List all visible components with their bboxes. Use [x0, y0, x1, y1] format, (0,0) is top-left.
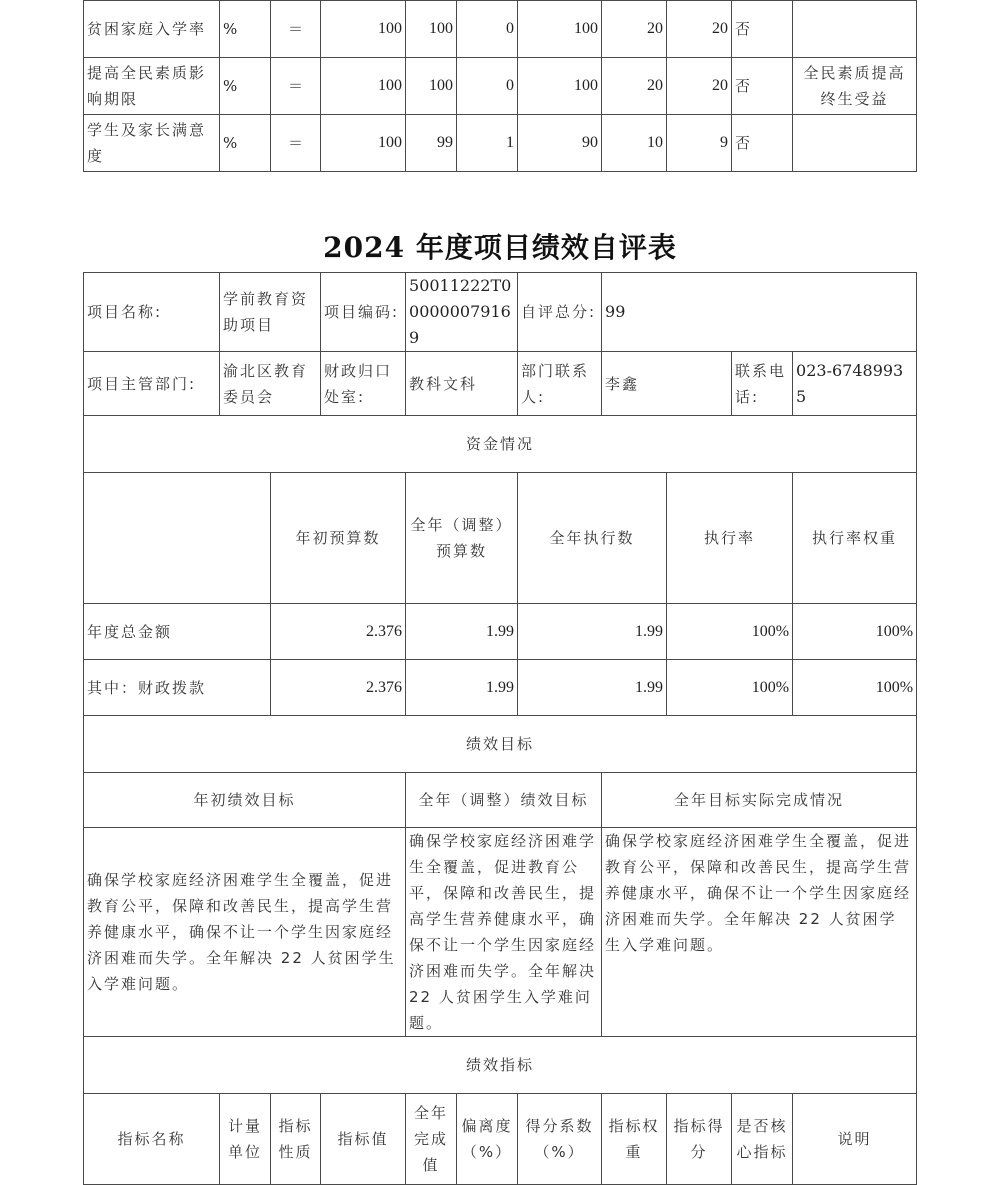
funds-row-weight: 100% [793, 660, 917, 716]
funds-row-rate: 100% [667, 604, 793, 660]
deviation: 0 [457, 1, 518, 58]
ind-header-actual: 全年完成值 [406, 1094, 457, 1185]
funds-section-row [84, 416, 917, 473]
funds-row-initial: 2.376 [271, 604, 406, 660]
goals-section-row [84, 716, 917, 773]
indicator-row [84, 58, 917, 115]
indicators-section-row [84, 1037, 917, 1094]
funds-header-rate: 执行率 [667, 473, 793, 604]
indicator-name: 学生及家长满意度 [84, 115, 220, 172]
ind-header-name: 指标名称 [84, 1094, 220, 1185]
funds-header-weight: 执行率权重 [793, 473, 917, 604]
indicator-row [84, 1, 917, 58]
is-core: 否 [732, 58, 793, 115]
indicators-header-row [84, 1094, 917, 1185]
actual-value: 99 [406, 115, 457, 172]
weight: 10 [602, 115, 667, 172]
funds-header-row [84, 473, 917, 604]
indicator-row [84, 115, 917, 172]
ind-header-core: 是否核心指标 [732, 1094, 793, 1185]
funds-section-title: 资金情况 [84, 416, 917, 473]
goals-header-initial: 年初绩效目标 [84, 773, 406, 828]
score: 9 [667, 115, 732, 172]
score-coefficient: 100 [518, 1, 602, 58]
nature: ＝ [271, 1, 321, 58]
total-score-value: 99 [602, 273, 917, 352]
department-info-row [84, 352, 917, 416]
funds-row-adjusted: 1.99 [406, 604, 518, 660]
nature: ＝ [271, 115, 321, 172]
goals-header-adjusted: 全年（调整）绩效目标 [406, 773, 602, 828]
funds-row-initial: 2.376 [271, 660, 406, 716]
contact-label: 部门联系人: [518, 352, 602, 416]
ind-header-value: 指标值 [321, 1094, 406, 1185]
goal-actual-text: 确保学校家庭经济困难学生全覆盖，促进教育公平，保障和改善民生，提高学生营养健康水平，确保不让一个学生因家庭经济困难而失学。全年解决 22 人贫困学生入学难问题。 [602, 828, 917, 1037]
indicators-section-title: 绩效指标 [84, 1037, 917, 1094]
funds-row-rate: 100% [667, 660, 793, 716]
unit: % [220, 1, 271, 58]
goals-section-title: 绩效目标 [84, 716, 917, 773]
score-coefficient: 90 [518, 115, 602, 172]
score: 20 [667, 58, 732, 115]
phone-value: 023-67489935 [793, 352, 917, 416]
funds-header-initial: 年初预算数 [271, 473, 406, 604]
ind-header-note: 说明 [793, 1094, 917, 1185]
target-value: 100 [321, 1, 406, 58]
unit: % [220, 115, 271, 172]
goal-adjusted-text: 确保学校家庭经济困难学生全覆盖，促进教育公平，保障和改善民生，提高学生营养健康水平，确保不让一个学生因家庭经济困难而失学。全年解决 22 人贫困学生入学难问题。 [406, 828, 602, 1037]
finance-office-label: 财政归口处室: [321, 352, 406, 416]
actual-value: 100 [406, 58, 457, 115]
project-info-row [84, 273, 917, 352]
project-code-value: 50011222T000000079169 [406, 273, 518, 352]
dept-label: 项目主管部门: [84, 352, 220, 416]
indicator-name: 提高全民素质影响期限 [84, 58, 220, 115]
nature: ＝ [271, 58, 321, 115]
goals-header-row [84, 773, 917, 828]
project-name-value: 学前教育资助项目 [220, 273, 321, 352]
indicator-name: 贫困家庭入学率 [84, 1, 220, 58]
funds-row-adjusted: 1.99 [406, 660, 518, 716]
funds-row-weight: 100% [793, 604, 917, 660]
ind-header-deviation: 偏离度（%） [457, 1094, 518, 1185]
weight: 20 [602, 58, 667, 115]
goal-initial-text: 确保学校家庭经济困难学生全覆盖，促进教育公平，保障和改善民生，提高学生营养健康水平，确保不让一个学生因家庭经济困难而失学。全年解决 22 人贫困学生入学难问题。 [84, 828, 406, 1037]
page-title: 2024 年度项目绩效自评表 [323, 231, 677, 264]
funds-row [84, 660, 917, 716]
funds-header-blank [84, 473, 271, 604]
funds-header-adjusted: 全年（调整）预算数 [406, 473, 518, 604]
is-core: 否 [732, 115, 793, 172]
deviation: 0 [457, 58, 518, 115]
dept-value: 渝北区教育委员会 [220, 352, 321, 416]
ind-header-weight: 指标权重 [602, 1094, 667, 1185]
funds-row-label: 其中：财政拨款 [84, 660, 271, 716]
project-name-label: 项目名称: [84, 273, 220, 352]
target-value: 100 [321, 58, 406, 115]
self-evaluation-table [83, 272, 917, 1185]
goals-content-row [84, 828, 917, 1037]
unit: % [220, 58, 271, 115]
ind-header-unit: 计量单位 [220, 1094, 271, 1185]
funds-row [84, 604, 917, 660]
total-score-label: 自评总分: [518, 273, 602, 352]
project-code-label: 项目编码: [321, 273, 406, 352]
funds-row-executed: 1.99 [518, 660, 667, 716]
phone-label: 联系电话: [732, 352, 793, 416]
finance-office-value: 教科文科 [406, 352, 518, 416]
score: 20 [667, 1, 732, 58]
goals-header-actual: 全年目标实际完成情况 [602, 773, 917, 828]
funds-row-label: 年度总金额 [84, 604, 271, 660]
ind-header-nature: 指标性质 [271, 1094, 321, 1185]
funds-header-executed: 全年执行数 [518, 473, 667, 604]
note [793, 1, 917, 58]
note [793, 115, 917, 172]
deviation: 1 [457, 115, 518, 172]
contact-value: 李鑫 [602, 352, 732, 416]
funds-row-executed: 1.99 [518, 604, 667, 660]
previous-indicator-table [83, 0, 917, 172]
target-value: 100 [321, 115, 406, 172]
weight: 20 [602, 1, 667, 58]
ind-header-coef: 得分系数（%） [518, 1094, 602, 1185]
score-coefficient: 100 [518, 58, 602, 115]
note: 全民素质提高终生受益 [793, 58, 917, 115]
is-core: 否 [732, 1, 793, 58]
actual-value: 100 [406, 1, 457, 58]
ind-header-score: 指标得分 [667, 1094, 732, 1185]
